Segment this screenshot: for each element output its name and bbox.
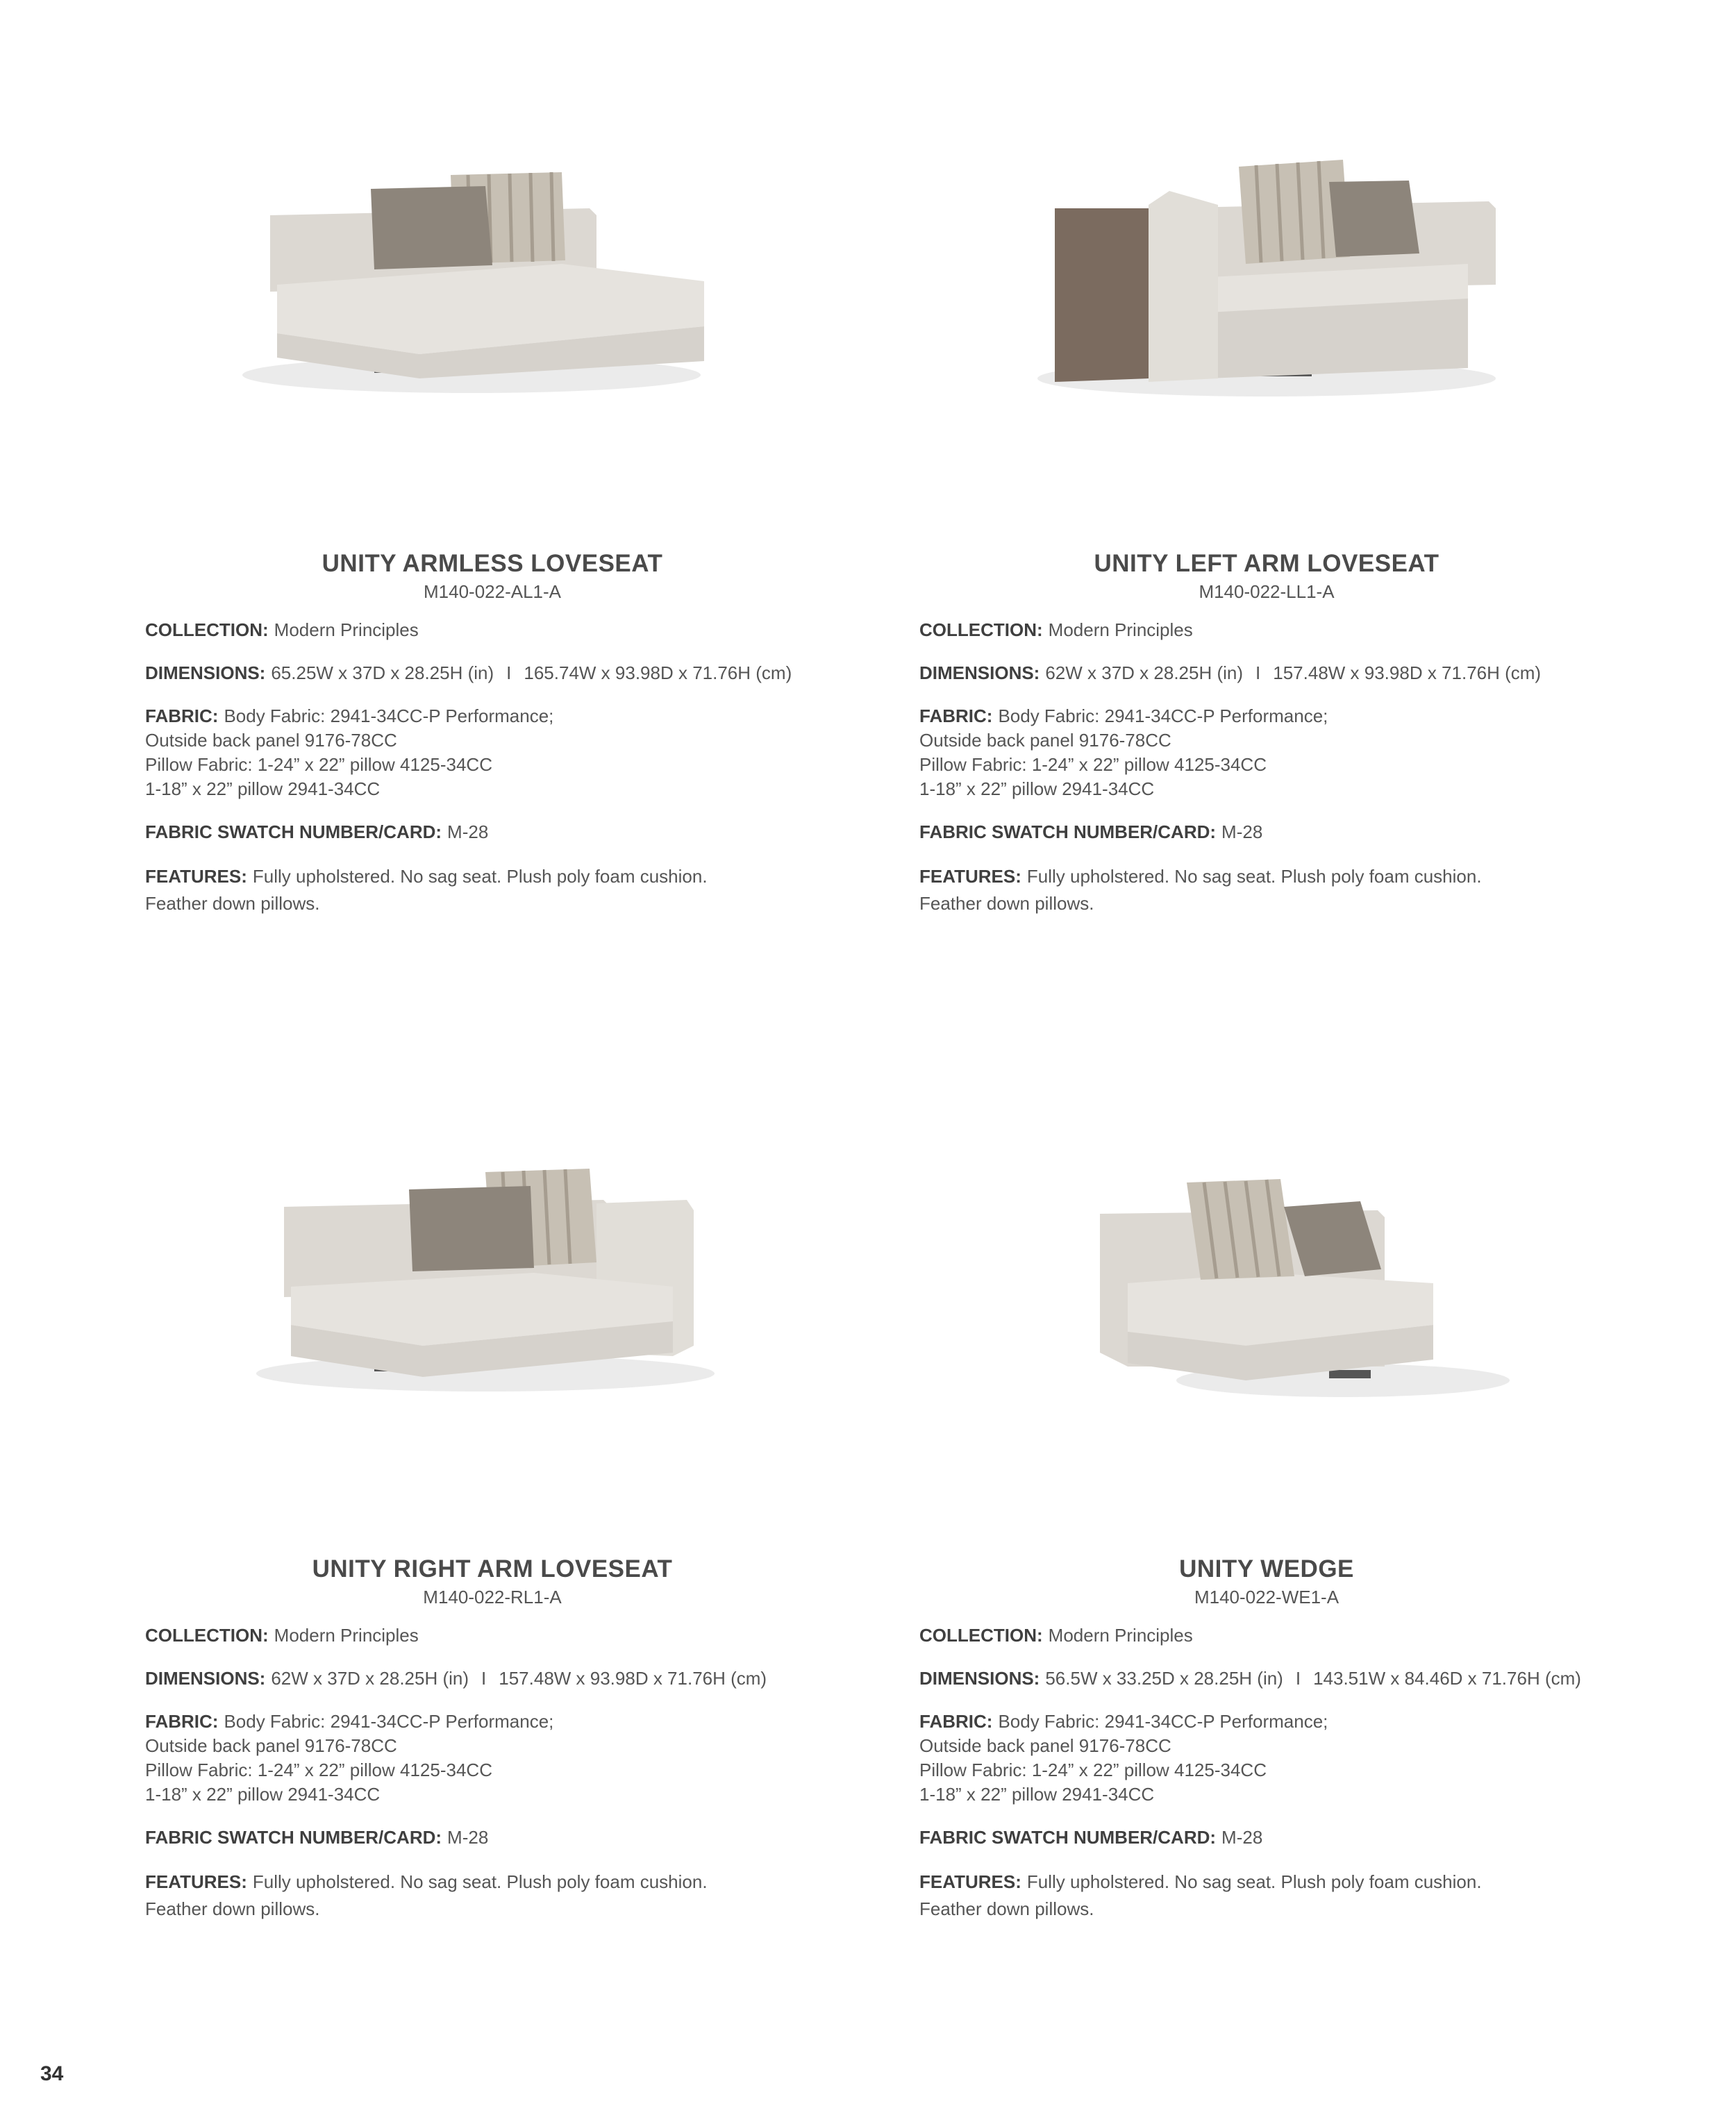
collection-row — [145, 618, 965, 642]
fabric-line: Outside back panel 9176-78CC — [145, 1735, 397, 1756]
product-sku: M140-022-LL1-A — [1199, 581, 1335, 602]
dimensions-in: 65.25W x 37D x 28.25H (in) — [271, 662, 494, 683]
features-line: Fully upholstered. No sag seat. Plush poly foam cushion. — [252, 1871, 708, 1892]
collection-row — [145, 1623, 965, 1648]
fabric-line: Pillow Fabric: 1-24” x 22” pillow 4125-34CC — [919, 754, 1267, 775]
collection-label: COLLECTION: — [919, 1625, 1043, 1646]
features-label: FEATURES: — [145, 1871, 247, 1892]
product-title: UNITY LEFT ARM LOVESEAT — [1094, 550, 1439, 577]
swatch-row — [145, 820, 965, 844]
dimensions-cm: 157.48W x 93.98D x 71.76H (cm) — [1273, 662, 1542, 683]
features-line: Fully upholstered. No sag seat. Plush poly foam cushion. — [1026, 866, 1482, 887]
dimensions-separator: I — [1255, 662, 1261, 683]
dimensions-in: 62W x 37D x 28.25H (in) — [271, 1668, 469, 1689]
fabric-line: Outside back panel 9176-78CC — [145, 730, 397, 751]
dimensions-cm: 157.48W x 93.98D x 71.76H (cm) — [499, 1668, 767, 1689]
collection-row — [919, 1623, 1736, 1648]
swatch-row — [919, 1826, 1736, 1850]
dimensions-row — [919, 661, 1736, 685]
dimensions-row — [919, 1666, 1736, 1691]
swatch-value: M-28 — [1221, 821, 1263, 842]
collection-label: COLLECTION: — [919, 619, 1043, 640]
fabric-line: Pillow Fabric: 1-24” x 22” pillow 4125-34CC — [919, 1760, 1267, 1780]
fabric-line: Pillow Fabric: 1-24” x 22” pillow 4125-34CC — [145, 1760, 492, 1780]
wedge-photo — [919, 1144, 1614, 1471]
swatch-value: M-28 — [1221, 1827, 1263, 1848]
fabric-label: FABRIC: — [145, 705, 219, 726]
dimensions-label: DIMENSIONS: — [145, 662, 266, 683]
swatch-label: FABRIC SWATCH NUMBER/CARD: — [919, 821, 1217, 842]
fabric-line: Pillow Fabric: 1-24” x 22” pillow 4125-34CC — [145, 754, 492, 775]
fabric-line: Body Fabric: 2941-34CC-P Performance; — [998, 1711, 1328, 1732]
swatch-label: FABRIC SWATCH NUMBER/CARD: — [145, 1827, 442, 1848]
dimensions-cm: 165.74W x 93.98D x 71.76H (cm) — [524, 662, 792, 683]
product-title: UNITY WEDGE — [1179, 1555, 1354, 1582]
left-arm-loveseat-photo — [919, 139, 1614, 465]
product-sku: M140-022-AL1-A — [424, 581, 561, 602]
dimensions-label: DIMENSIONS: — [919, 1668, 1040, 1689]
fabric-row — [919, 704, 1736, 801]
page-number: 34 — [40, 2062, 64, 2085]
features-line: Feather down pillows. — [919, 1898, 1094, 1919]
product-specs — [919, 1623, 1736, 1941]
features-label: FEATURES: — [919, 866, 1021, 887]
fabric-line: Outside back panel 9176-78CC — [919, 1735, 1171, 1756]
features-line: Fully upholstered. No sag seat. Plush poly foam cushion. — [252, 866, 708, 887]
dimensions-in: 62W x 37D x 28.25H (in) — [1045, 662, 1244, 683]
fabric-line: Body Fabric: 2941-34CC-P Performance; — [224, 1711, 554, 1732]
collection-value: Modern Principles — [1048, 1625, 1193, 1646]
swatch-label: FABRIC SWATCH NUMBER/CARD: — [145, 821, 442, 842]
fabric-line: 1-18” x 22” pillow 2941-34CC — [145, 1784, 381, 1805]
collection-value: Modern Principles — [274, 1625, 419, 1646]
dimensions-row — [145, 661, 965, 685]
features-line: Fully upholstered. No sag seat. Plush poly foam cushion. — [1026, 1871, 1482, 1892]
fabric-row — [145, 1710, 965, 1807]
armless-loveseat-photo — [145, 139, 840, 465]
swatch-value: M-28 — [447, 821, 489, 842]
product-specs — [145, 1623, 965, 1941]
dimensions-row — [145, 1666, 965, 1691]
product-specs — [145, 618, 965, 936]
features-line: Feather down pillows. — [145, 893, 320, 914]
fabric-line: Body Fabric: 2941-34CC-P Performance; — [224, 705, 554, 726]
dimensions-separator: I — [506, 662, 512, 683]
dimensions-label: DIMENSIONS: — [919, 662, 1040, 683]
product-sku: M140-022-RL1-A — [423, 1587, 562, 1607]
fabric-row — [145, 704, 965, 801]
features-line: Feather down pillows. — [145, 1898, 320, 1919]
features-label: FEATURES: — [919, 1871, 1021, 1892]
product-title: UNITY ARMLESS LOVESEAT — [322, 550, 663, 577]
dimensions-in: 56.5W x 33.25D x 28.25H (in) — [1045, 1668, 1283, 1689]
product-specs — [919, 618, 1736, 936]
fabric-label: FABRIC: — [919, 705, 993, 726]
fabric-label: FABRIC: — [145, 1711, 219, 1732]
features-label: FEATURES: — [145, 866, 247, 887]
swatch-row — [145, 1826, 965, 1850]
fabric-line: 1-18” x 22” pillow 2941-34CC — [919, 1784, 1155, 1805]
fabric-label: FABRIC: — [919, 1711, 993, 1732]
collection-label: COLLECTION: — [145, 619, 269, 640]
collection-value: Modern Principles — [1048, 619, 1193, 640]
dimensions-separator: I — [481, 1668, 487, 1689]
features-row — [919, 1869, 1736, 1923]
fabric-line: 1-18” x 22” pillow 2941-34CC — [145, 778, 381, 799]
features-row — [919, 863, 1736, 917]
product-title: UNITY RIGHT ARM LOVESEAT — [312, 1555, 673, 1582]
dimensions-label: DIMENSIONS: — [145, 1668, 266, 1689]
fabric-line: 1-18” x 22” pillow 2941-34CC — [919, 778, 1155, 799]
dimensions-separator: I — [1295, 1668, 1301, 1689]
fabric-line: Body Fabric: 2941-34CC-P Performance; — [998, 705, 1328, 726]
features-row — [145, 863, 965, 917]
fabric-row — [919, 1710, 1736, 1807]
features-row — [145, 1869, 965, 1923]
swatch-label: FABRIC SWATCH NUMBER/CARD: — [919, 1827, 1217, 1848]
fabric-line: Outside back panel 9176-78CC — [919, 730, 1171, 751]
dimensions-cm: 143.51W x 84.46D x 71.76H (cm) — [1313, 1668, 1581, 1689]
swatch-value: M-28 — [447, 1827, 489, 1848]
right-arm-loveseat-photo — [145, 1144, 840, 1471]
features-line: Feather down pillows. — [919, 893, 1094, 914]
collection-row — [919, 618, 1736, 642]
collection-label: COLLECTION: — [145, 1625, 269, 1646]
swatch-row — [919, 820, 1736, 844]
product-sku: M140-022-WE1-A — [1194, 1587, 1339, 1607]
collection-value: Modern Principles — [274, 619, 419, 640]
